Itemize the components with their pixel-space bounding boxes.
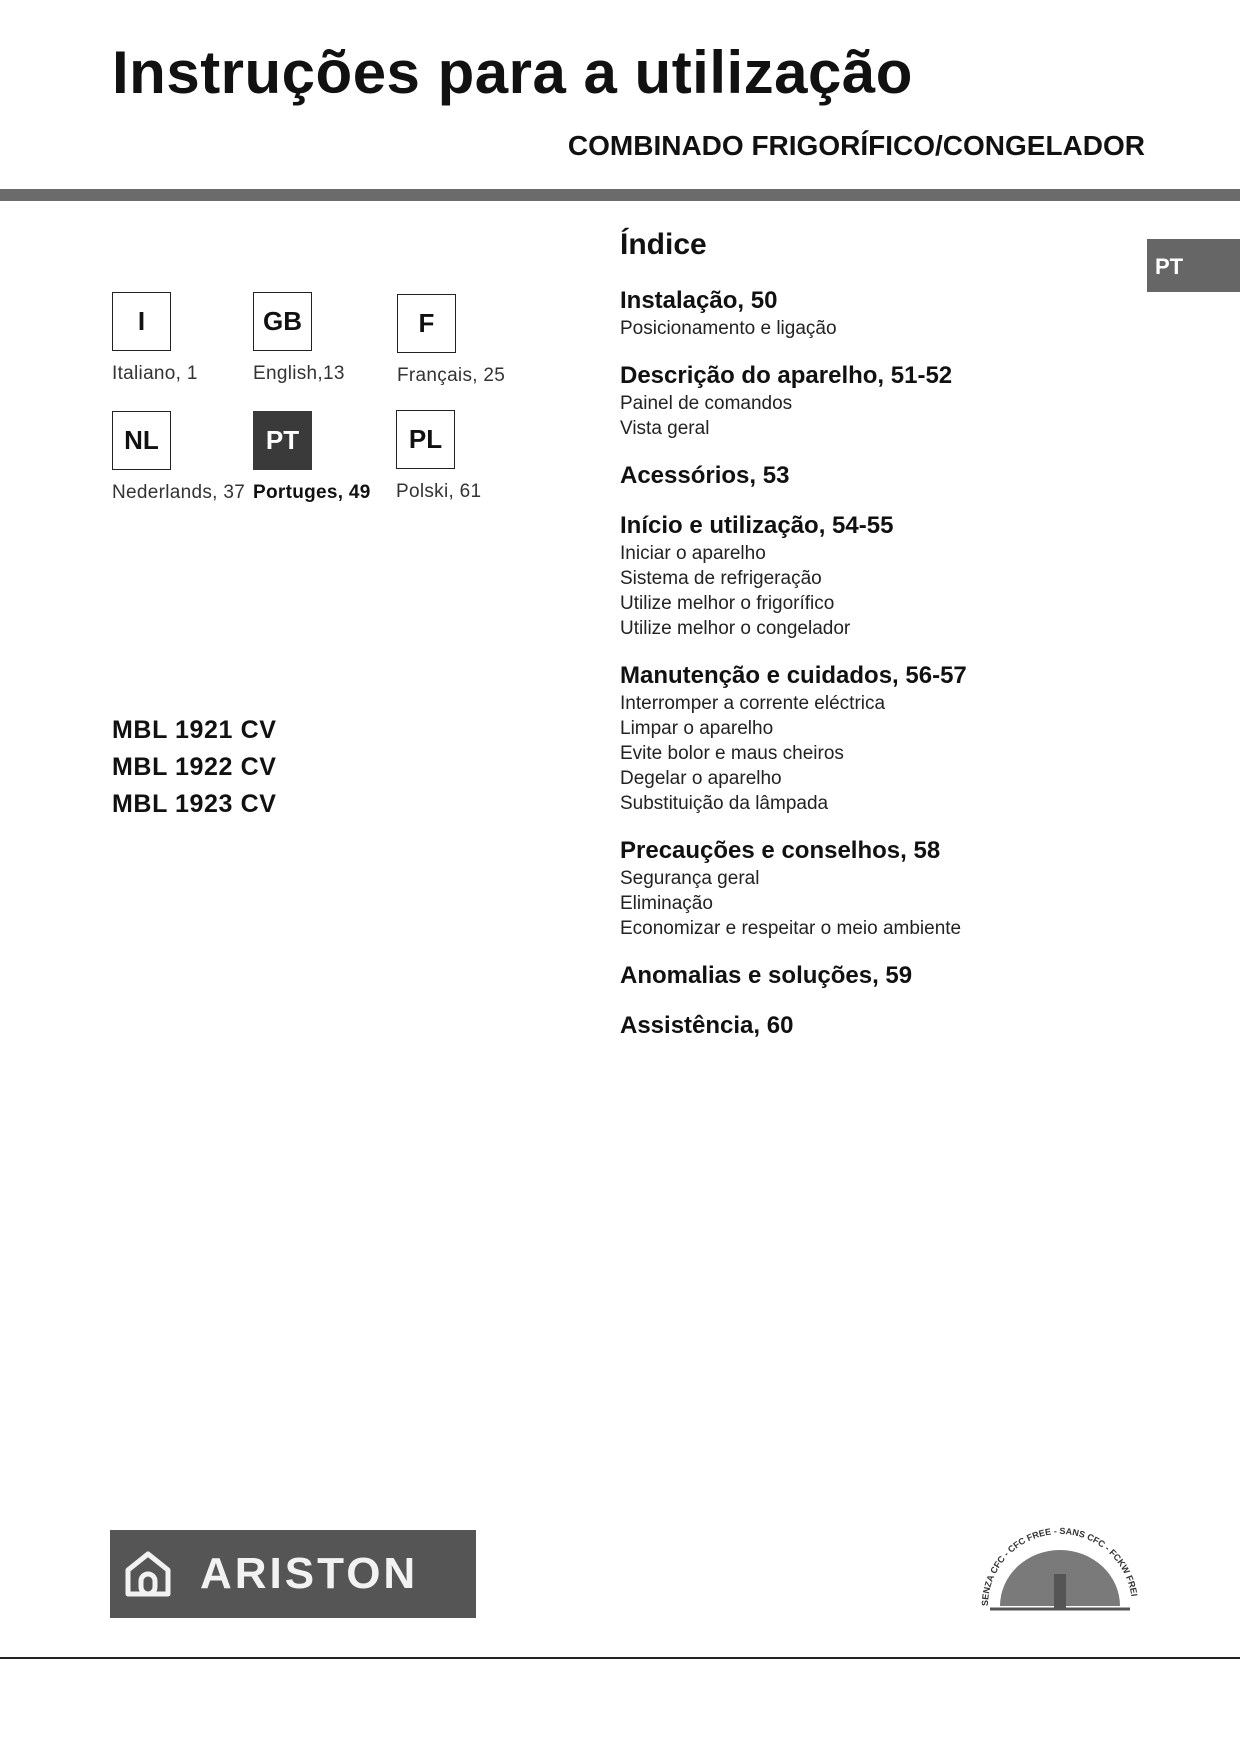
language-code-box[interactable]: F bbox=[397, 294, 456, 353]
toc-item[interactable]: Iniciar o aparelho bbox=[620, 543, 766, 564]
language-code-box[interactable]: I bbox=[112, 292, 171, 351]
table-of-contents bbox=[620, 228, 1180, 1061]
toc-item[interactable]: Limpar o aparelho bbox=[620, 718, 774, 739]
toc-section-title[interactable]: Descrição do aparelho, 51-52 bbox=[620, 362, 953, 389]
language-code-box[interactable]: GB bbox=[253, 292, 312, 351]
cfc-free-tree-icon bbox=[970, 1516, 1150, 1616]
toc-section-precautions bbox=[620, 836, 1180, 941]
language-tab: PT bbox=[1147, 239, 1240, 292]
model-number: MBL 1922 CV bbox=[112, 753, 277, 781]
tree-trunk bbox=[1054, 1574, 1066, 1608]
language-label: Français, 25 bbox=[397, 365, 506, 386]
language-label-active: Portuges, 49 bbox=[253, 482, 371, 503]
language-label: English,13 bbox=[253, 363, 345, 384]
language-label: Polski, 61 bbox=[396, 481, 482, 502]
toc-item[interactable]: Sistema de refrigeração bbox=[620, 568, 822, 589]
toc-section-start-use bbox=[620, 511, 1180, 641]
toc-item[interactable]: Interromper a corrente eléctrica bbox=[620, 693, 886, 714]
toc-section-title[interactable]: Anomalias e soluções, 59 bbox=[620, 962, 913, 989]
toc-item[interactable]: Evite bolor e maus cheiros bbox=[620, 743, 844, 764]
model-number: MBL 1921 CV bbox=[112, 716, 277, 744]
language-code-box-active[interactable]: PT bbox=[253, 411, 312, 470]
toc-section-troubleshooting bbox=[620, 961, 1180, 991]
product-subtitle: COMBINADO FRIGORÍFICO/CONGELADOR bbox=[567, 130, 1145, 161]
toc-item[interactable]: Substituição da lâmpada bbox=[620, 793, 829, 814]
toc-section-installation bbox=[620, 286, 1180, 341]
toc-section-title[interactable]: Assistência, 60 bbox=[620, 1012, 794, 1039]
model-list bbox=[112, 712, 277, 823]
language-entry-it[interactable] bbox=[112, 292, 252, 385]
language-label: Nederlands, 37 bbox=[112, 482, 246, 503]
toc-heading: Índice bbox=[620, 228, 707, 261]
toc-item[interactable]: Utilize melhor o frigorífico bbox=[620, 593, 835, 614]
toc-section-assistance bbox=[620, 1011, 1180, 1041]
toc-section-accessories bbox=[620, 461, 1180, 491]
language-code-box[interactable]: PL bbox=[396, 410, 455, 469]
toc-section-description bbox=[620, 361, 1180, 441]
brand-name: ARISTON bbox=[200, 1549, 419, 1598]
toc-section-title[interactable]: Instalação, 50 bbox=[620, 287, 778, 314]
header-divider bbox=[0, 189, 1240, 201]
language-entry-pl[interactable] bbox=[396, 410, 536, 503]
language-entry-fr[interactable] bbox=[397, 294, 537, 387]
ariston-logo bbox=[110, 1530, 476, 1618]
toc-section-maintenance bbox=[620, 661, 1180, 816]
cfc-badge-arc: SENZA CFC - CFC FREE - SANS CFC - FCKW FREI bbox=[979, 1525, 1140, 1607]
toc-item[interactable]: Painel de comandos bbox=[620, 393, 793, 414]
language-entry-nl[interactable] bbox=[112, 411, 252, 504]
toc-section-title[interactable]: Precauções e conselhos, 58 bbox=[620, 837, 941, 864]
toc-section-title[interactable]: Acessórios, 53 bbox=[620, 462, 790, 489]
toc-item[interactable]: Utilize melhor o congelador bbox=[620, 618, 851, 639]
ariston-house-icon bbox=[124, 1550, 172, 1598]
language-code-box[interactable]: NL bbox=[112, 411, 171, 470]
toc-section-title[interactable]: Manutenção e cuidados, 56-57 bbox=[620, 662, 967, 689]
language-label: Italiano, 1 bbox=[112, 363, 198, 384]
toc-item[interactable]: Eliminação bbox=[620, 893, 713, 914]
page-title: Instruções para a utilização bbox=[112, 39, 913, 106]
footer-divider bbox=[0, 1657, 1240, 1659]
toc-item[interactable]: Economizar e respeitar o meio ambiente bbox=[620, 918, 962, 939]
toc-item[interactable]: Posicionamento e ligação bbox=[620, 318, 837, 339]
language-entry-pt[interactable] bbox=[253, 411, 393, 504]
toc-item[interactable]: Segurança geral bbox=[620, 868, 760, 889]
language-entry-gb[interactable] bbox=[253, 292, 393, 385]
toc-section-title[interactable]: Início e utilização, 54-55 bbox=[620, 512, 894, 539]
model-number: MBL 1923 CV bbox=[112, 790, 277, 818]
toc-item[interactable]: Vista geral bbox=[620, 418, 710, 439]
toc-item[interactable]: Degelar o aparelho bbox=[620, 768, 782, 789]
